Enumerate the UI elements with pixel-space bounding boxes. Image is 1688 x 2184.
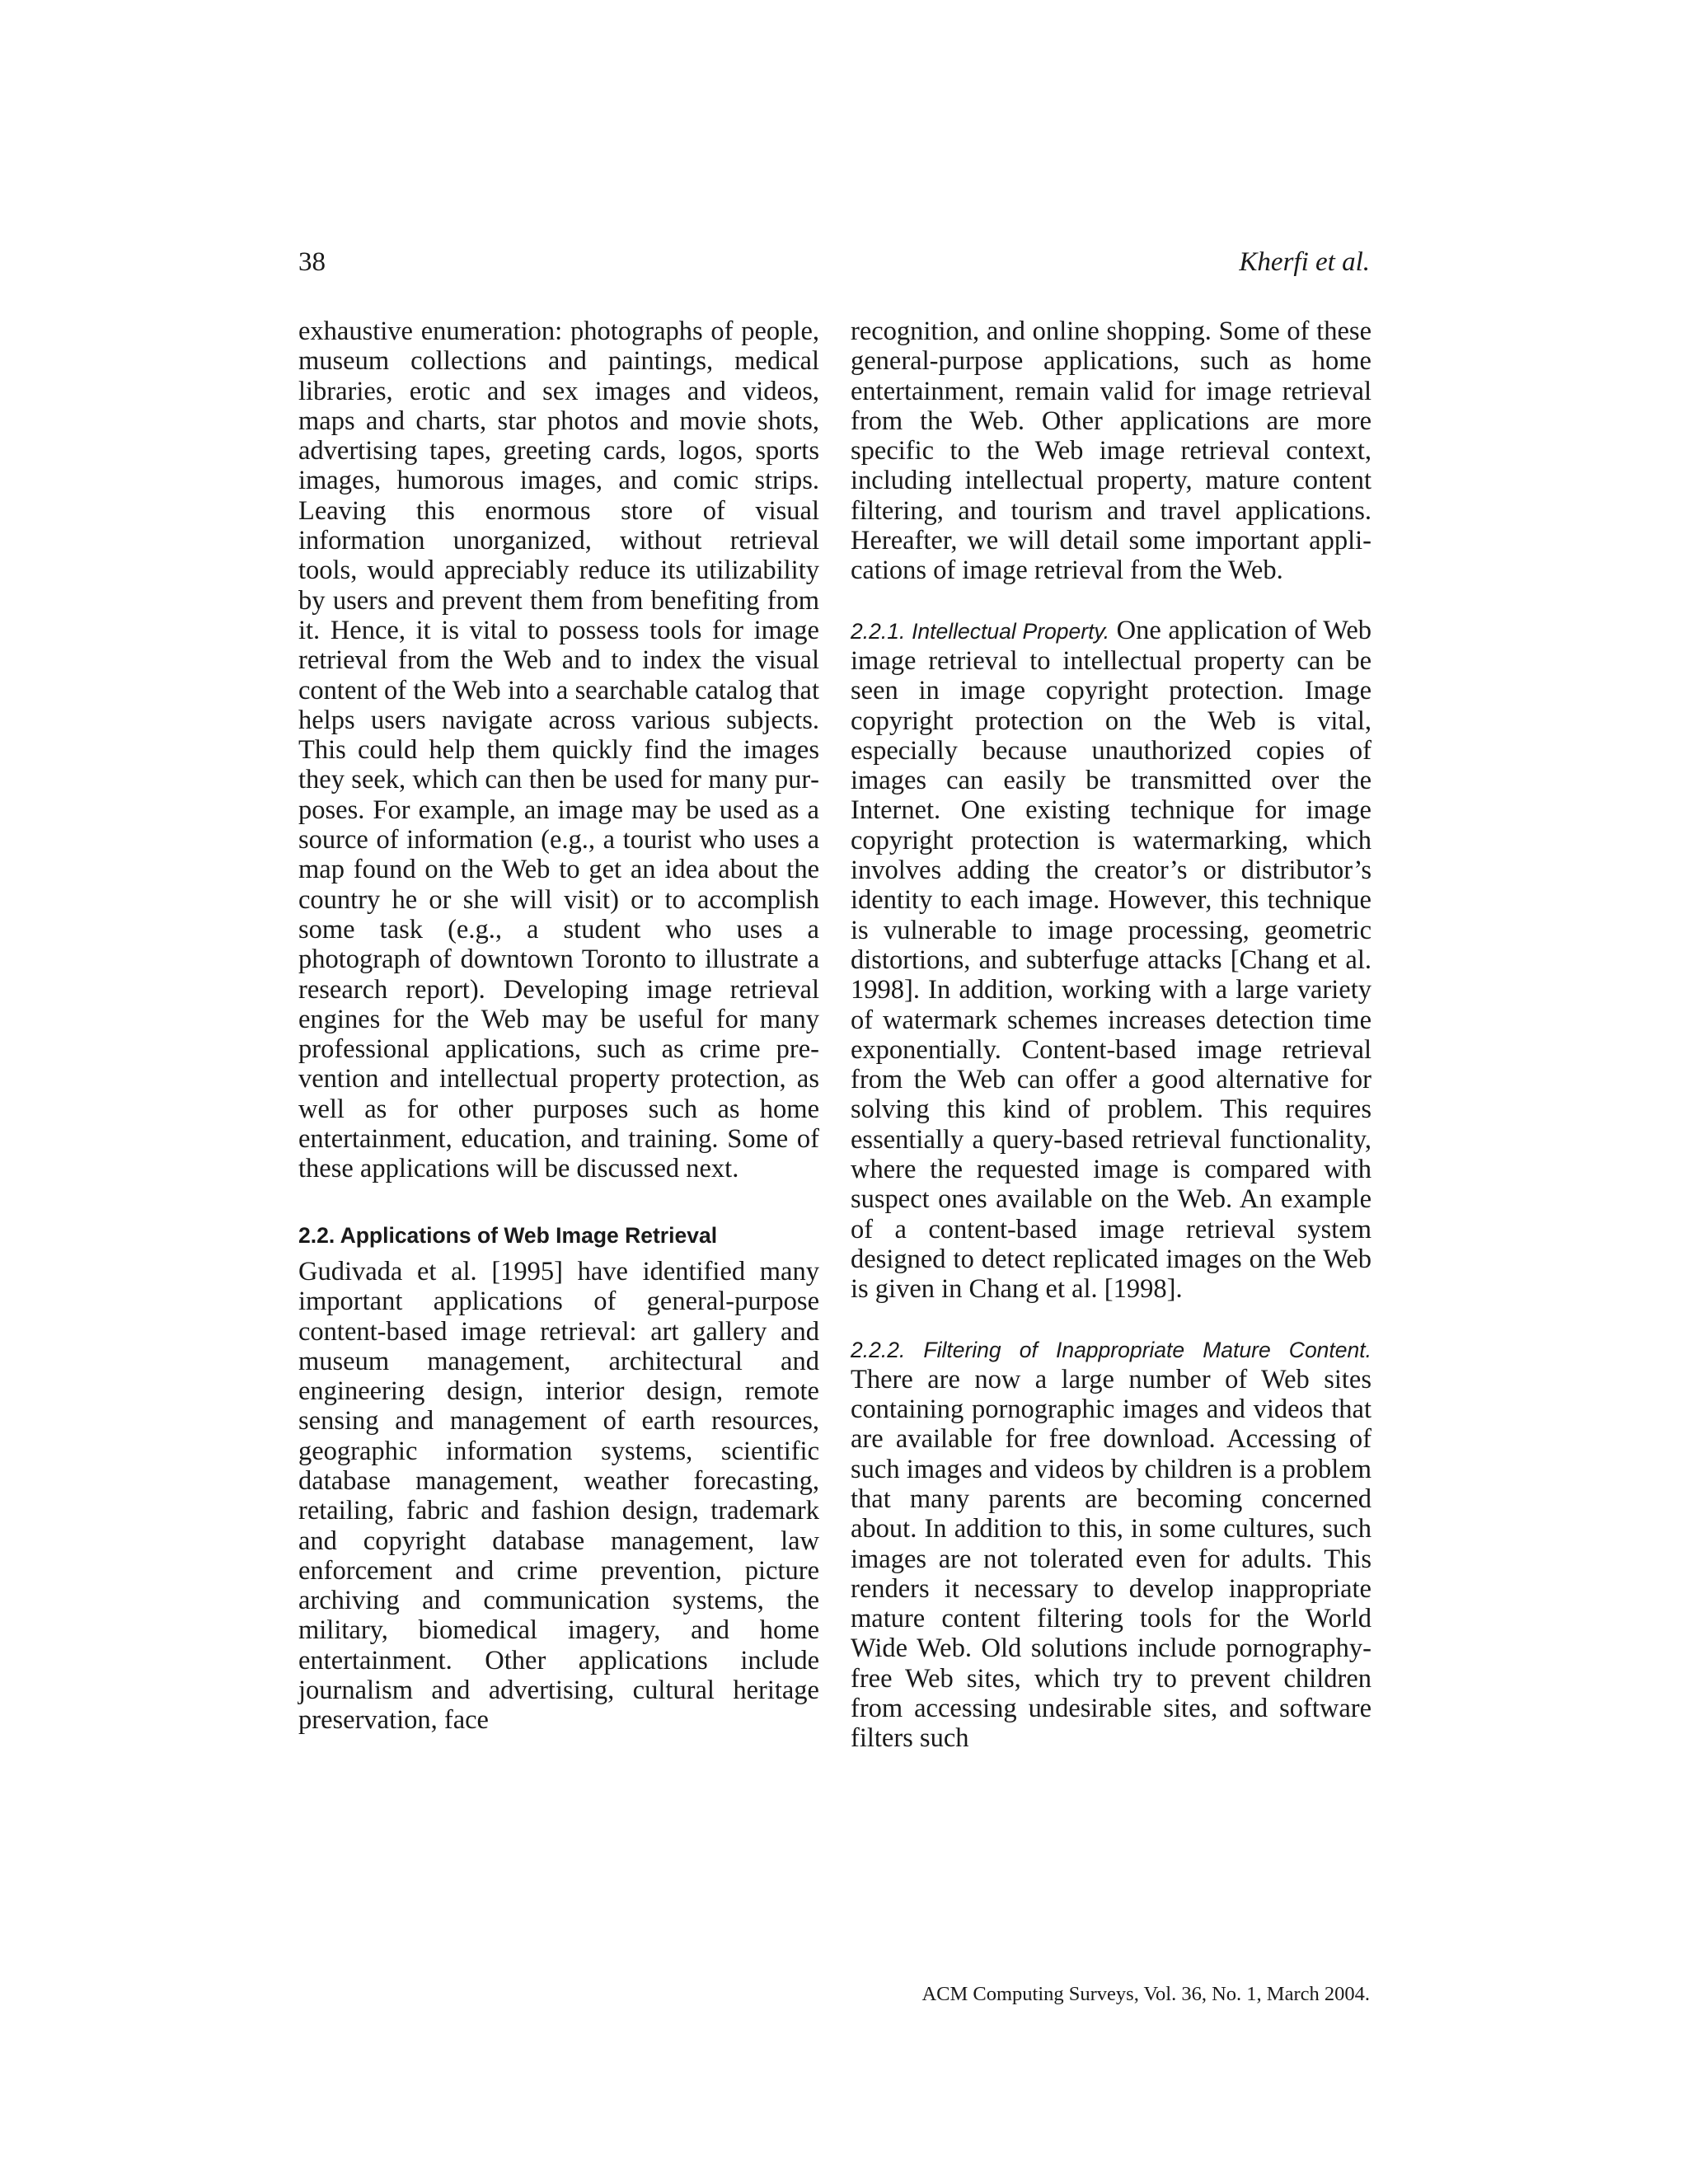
paragraph-spacer — [851, 586, 1372, 616]
body-paragraph: Gudivada et al. [1995] have identified many important applications of general-purpose content-based image retrieval: art gallery and museum management, architectural and engineering design, interior design, remote sensing and management of earth resources, geographic information systems, scientific database management, weather forecasting, retailing, fabric and fashion design, trademark and copyright database management, law enforcement and crime prevention, picture archiving and communication systems, the military, biomedical imagery, and home entertainment. Other applications include journalism and advertising, cultural heritage preservation, face — [298, 1256, 819, 1736]
right-column — [851, 316, 1372, 1754]
subsection-text: There are now a large number of Web sites containing pornographic images and videos that are available for free download. Accessing of such images and videos by children is a problem that many parents are becoming concerned about. In addition to this, in some cultures, such images are not tolerated even for adults. This renders it necessary to develop inappropriate mature content filtering tools for the World Wide Web. Old solutions include pornography-free Web sites, which try to prevent children from accessing undesirable sites, and software filters such — [851, 1364, 1372, 1754]
journal-footer: ACM Computing Surveys, Vol. 36, No. 1, March 2004. — [921, 1983, 1370, 2005]
left-column — [298, 316, 819, 1736]
page-number: 38 — [298, 247, 326, 277]
running-head: Kherfi et al. — [1239, 247, 1370, 277]
body-paragraph: exhaustive enumeration: photographs of people, museum collections and paintings, medical libraries, erotic and sex images and videos, maps and charts, star photos and movie shots, advertising tapes, greeting cards, logos, sports images, humorous images, and comic strips. Leaving this enormous store of visual information unorganized, without retrieval tools, would appreciably reduce its utilizability by users and prevent them from benefiting from it. Hence, it is vital to possess tools for image retrieval from the Web and to index the visual content of the Web into a searchable catalog that helps users navigate across various subjects. This could help them quickly find the images they seek, which can then be used for many purposes. For example, an image may be used as a source of information (e.g., a tourist who uses a map found on the Web to get an idea about the country he or she will visit) or to accomplish some task (e.g., a student who uses a photograph of downtown Toronto to illustrate a research report). Developing image retrieval engines for the Web may be useful for many professional applications, such as crime prevention and intellectual property protection, as well as for other purposes such as home entertainment, education, and training. Some of these applications will be discussed next. — [298, 316, 819, 1184]
paragraph-spacer — [298, 1184, 819, 1214]
page-header — [298, 247, 1370, 284]
section-heading: 2.2. Applications of Web Image Retrieval — [298, 1222, 718, 1248]
subsection-intellectual-property — [851, 616, 1372, 1305]
paragraph-spacer — [851, 1305, 1372, 1334]
body-paragraph: recognition, and online shopping. Some of these general-purpose applications, such as home entertainment, remain valid for image retrieval from the Web. Other applications are more specific to the Web image retrieval context, including intellectual property, mature content filtering, and tourism and travel applications. Hereafter, we will detail some important applications of image retrieval from the Web. — [851, 316, 1372, 586]
subsection-text: One application of Web image retrieval to intellectual property can be seen in image copyright protection. Image copyright protection on the Web is vital, especially because unauthorized copies of images can easily be transmitted over the Internet. One existing technique for image copyright protection is watermarking, which involves adding the creator’s or distributor’s identity to each image. However, this technique is vulnerable to image processing, geometric distortions, and subterfuge attacks [Chang et al. 1998]. In addition, working with a large variety of watermark schemes increases detection time exponentially. Content-based image retrieval from the Web can offer a good alternative for solving this kind of problem. This requires essentially a query-based retrieval functionality, where the requested image is compared with suspect ones available on the Web. An example of a content-based image retrieval system designed to detect replicated images on the Web is given in Chang et al. [1998]. — [851, 615, 1372, 1305]
subsection-title: 2.2.2. Filtering of Inappropriate Mature Content. — [851, 1337, 1372, 1362]
subsection-title: 2.2.1. Intellectual Property. — [851, 618, 1110, 644]
subsection-mature-content-filtering — [851, 1334, 1372, 1754]
